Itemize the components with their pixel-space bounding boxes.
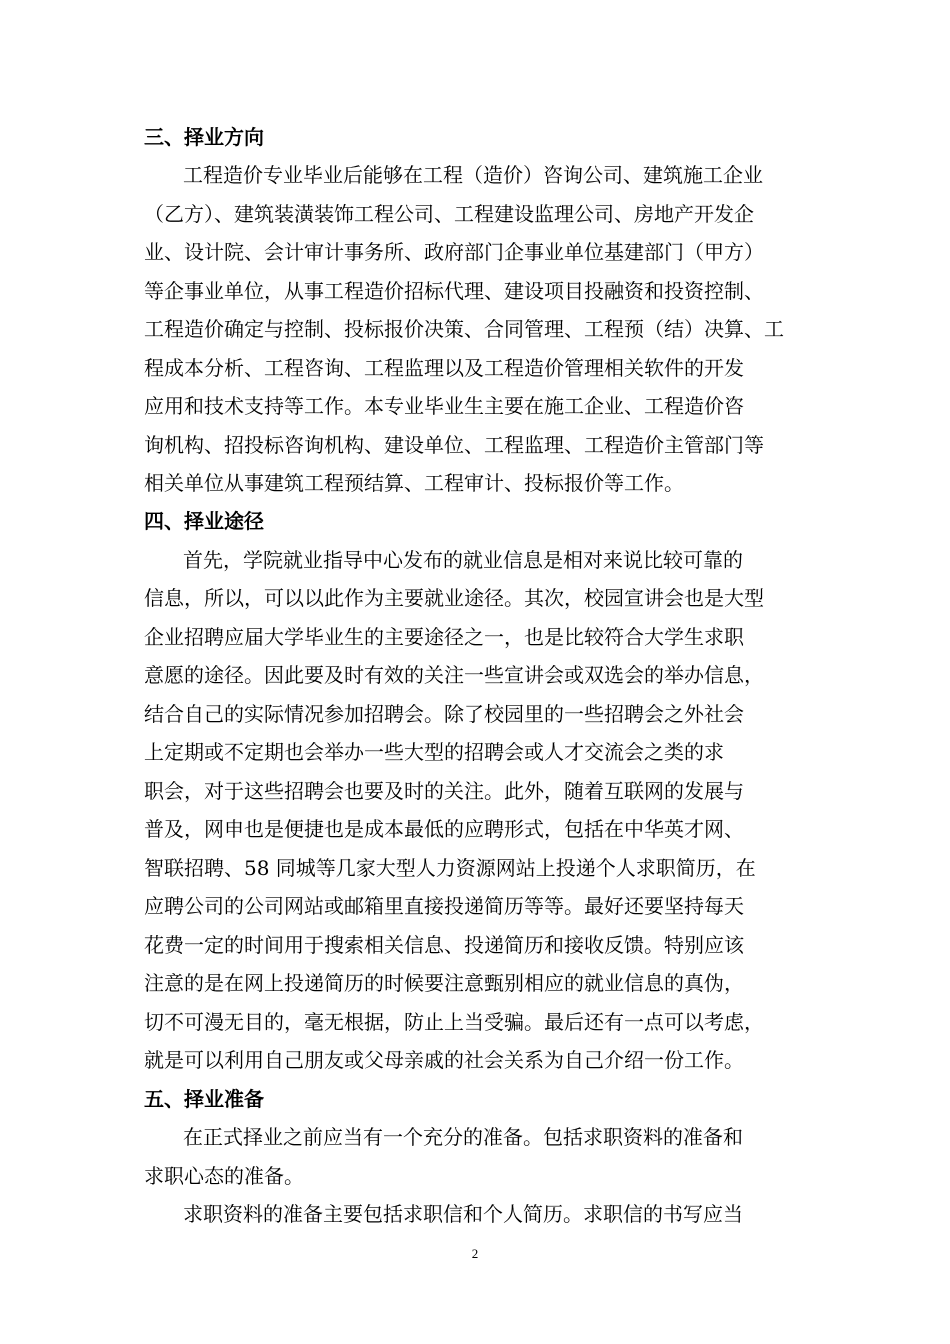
- paragraph-line: 就是可以利用自己朋友或父母亲戚的社会关系为自己介绍一份工作。: [144, 1048, 744, 1072]
- paragraph-line: 首先，学院就业指导中心发布的就业信息是相对来说比较可靠的: [183, 548, 743, 572]
- paragraph-line: 企业招聘应届大学毕业生的主要途径之一，也是比较符合大学生求职: [144, 625, 744, 649]
- paragraph-line: 工程造价确定与控制、投标报价决策、合同管理、工程预（结）决算、工: [144, 317, 784, 341]
- paragraph-line: 注意的是在网上投递简历的时候要注意甄别相应的就业信息的真伪，: [144, 971, 744, 995]
- paragraph-line: 业、设计院、会计审计事务所、政府部门企事业单位基建部门（甲方）: [144, 240, 764, 264]
- paragraph-line: 普及，网申也是便捷也是成本最低的应聘形式，包括在中华英才网、: [144, 817, 744, 841]
- paragraph-line: 求职资料的准备主要包括求职信和个人简历。求职信的书写应当: [183, 1202, 743, 1226]
- paragraph-line: 应聘公司的公司网站或邮箱里直接投递简历等等。最好还要坚持每天: [144, 894, 744, 918]
- page-number: 2: [471, 1246, 479, 1261]
- paragraph-line: 上定期或不定期也会举办一些大型的招聘会或人才交流会之类的求: [144, 740, 724, 764]
- section-heading-career-preparation: 五、择业准备: [144, 1087, 264, 1111]
- paragraph-line: 花费一定的时间用于搜索相关信息、投递简历和接收反馈。特别应该: [144, 933, 744, 957]
- paragraph-line: 意愿的途径。因此要及时有效的关注一些宣讲会或双选会的举办信息，: [144, 663, 764, 687]
- paragraph-line: （乙方）、建筑装潢装饰工程公司、工程建设监理公司、房地产开发企: [144, 202, 754, 226]
- paragraph-line: 结合自己的实际情况参加招聘会。除了校园里的一些招聘会之外社会: [144, 702, 744, 726]
- section-heading-career-channels: 四、择业途径: [144, 509, 264, 533]
- paragraph-line: 询机构、招投标咨询机构、建设单位、工程监理、工程造价主管部门等: [144, 433, 764, 457]
- paragraph-line: 切不可漫无目的，毫无根据，防止上当受骗。最后还有一点可以考虑，: [144, 1010, 764, 1034]
- paragraph-line: 等企事业单位，从事工程造价招标代理、建设项目投融资和投资控制、: [144, 279, 764, 303]
- paragraph-line: 求职心态的准备。: [144, 1164, 304, 1188]
- section-heading-career-direction: 三、择业方向: [144, 125, 264, 149]
- paragraph-line: 在正式择业之前应当有一个充分的准备。包括求职资料的准备和: [183, 1125, 743, 1149]
- paragraph-line: 程成本分析、工程咨询、工程监理以及工程造价管理相关软件的开发: [144, 356, 744, 380]
- paragraph-line: 相关单位从事建筑工程预结算、工程审计、投标报价等工作。: [144, 471, 684, 495]
- paragraph-line: 工程造价专业毕业后能够在工程（造价）咨询公司、建筑施工企业: [183, 163, 763, 187]
- paragraph-line: 智联招聘、58 同城等几家大型人力资源网站上投递个人求职简历，在: [144, 856, 756, 880]
- paragraph-line: 应用和技术支持等工作。本专业毕业生主要在施工企业、工程造价咨: [144, 394, 744, 418]
- paragraph-line: 职会，对于这些招聘会也要及时的关注。此外，随着互联网的发展与: [144, 779, 744, 803]
- paragraph-line: 信息，所以，可以以此作为主要就业途径。其次，校园宣讲会也是大型: [144, 586, 764, 610]
